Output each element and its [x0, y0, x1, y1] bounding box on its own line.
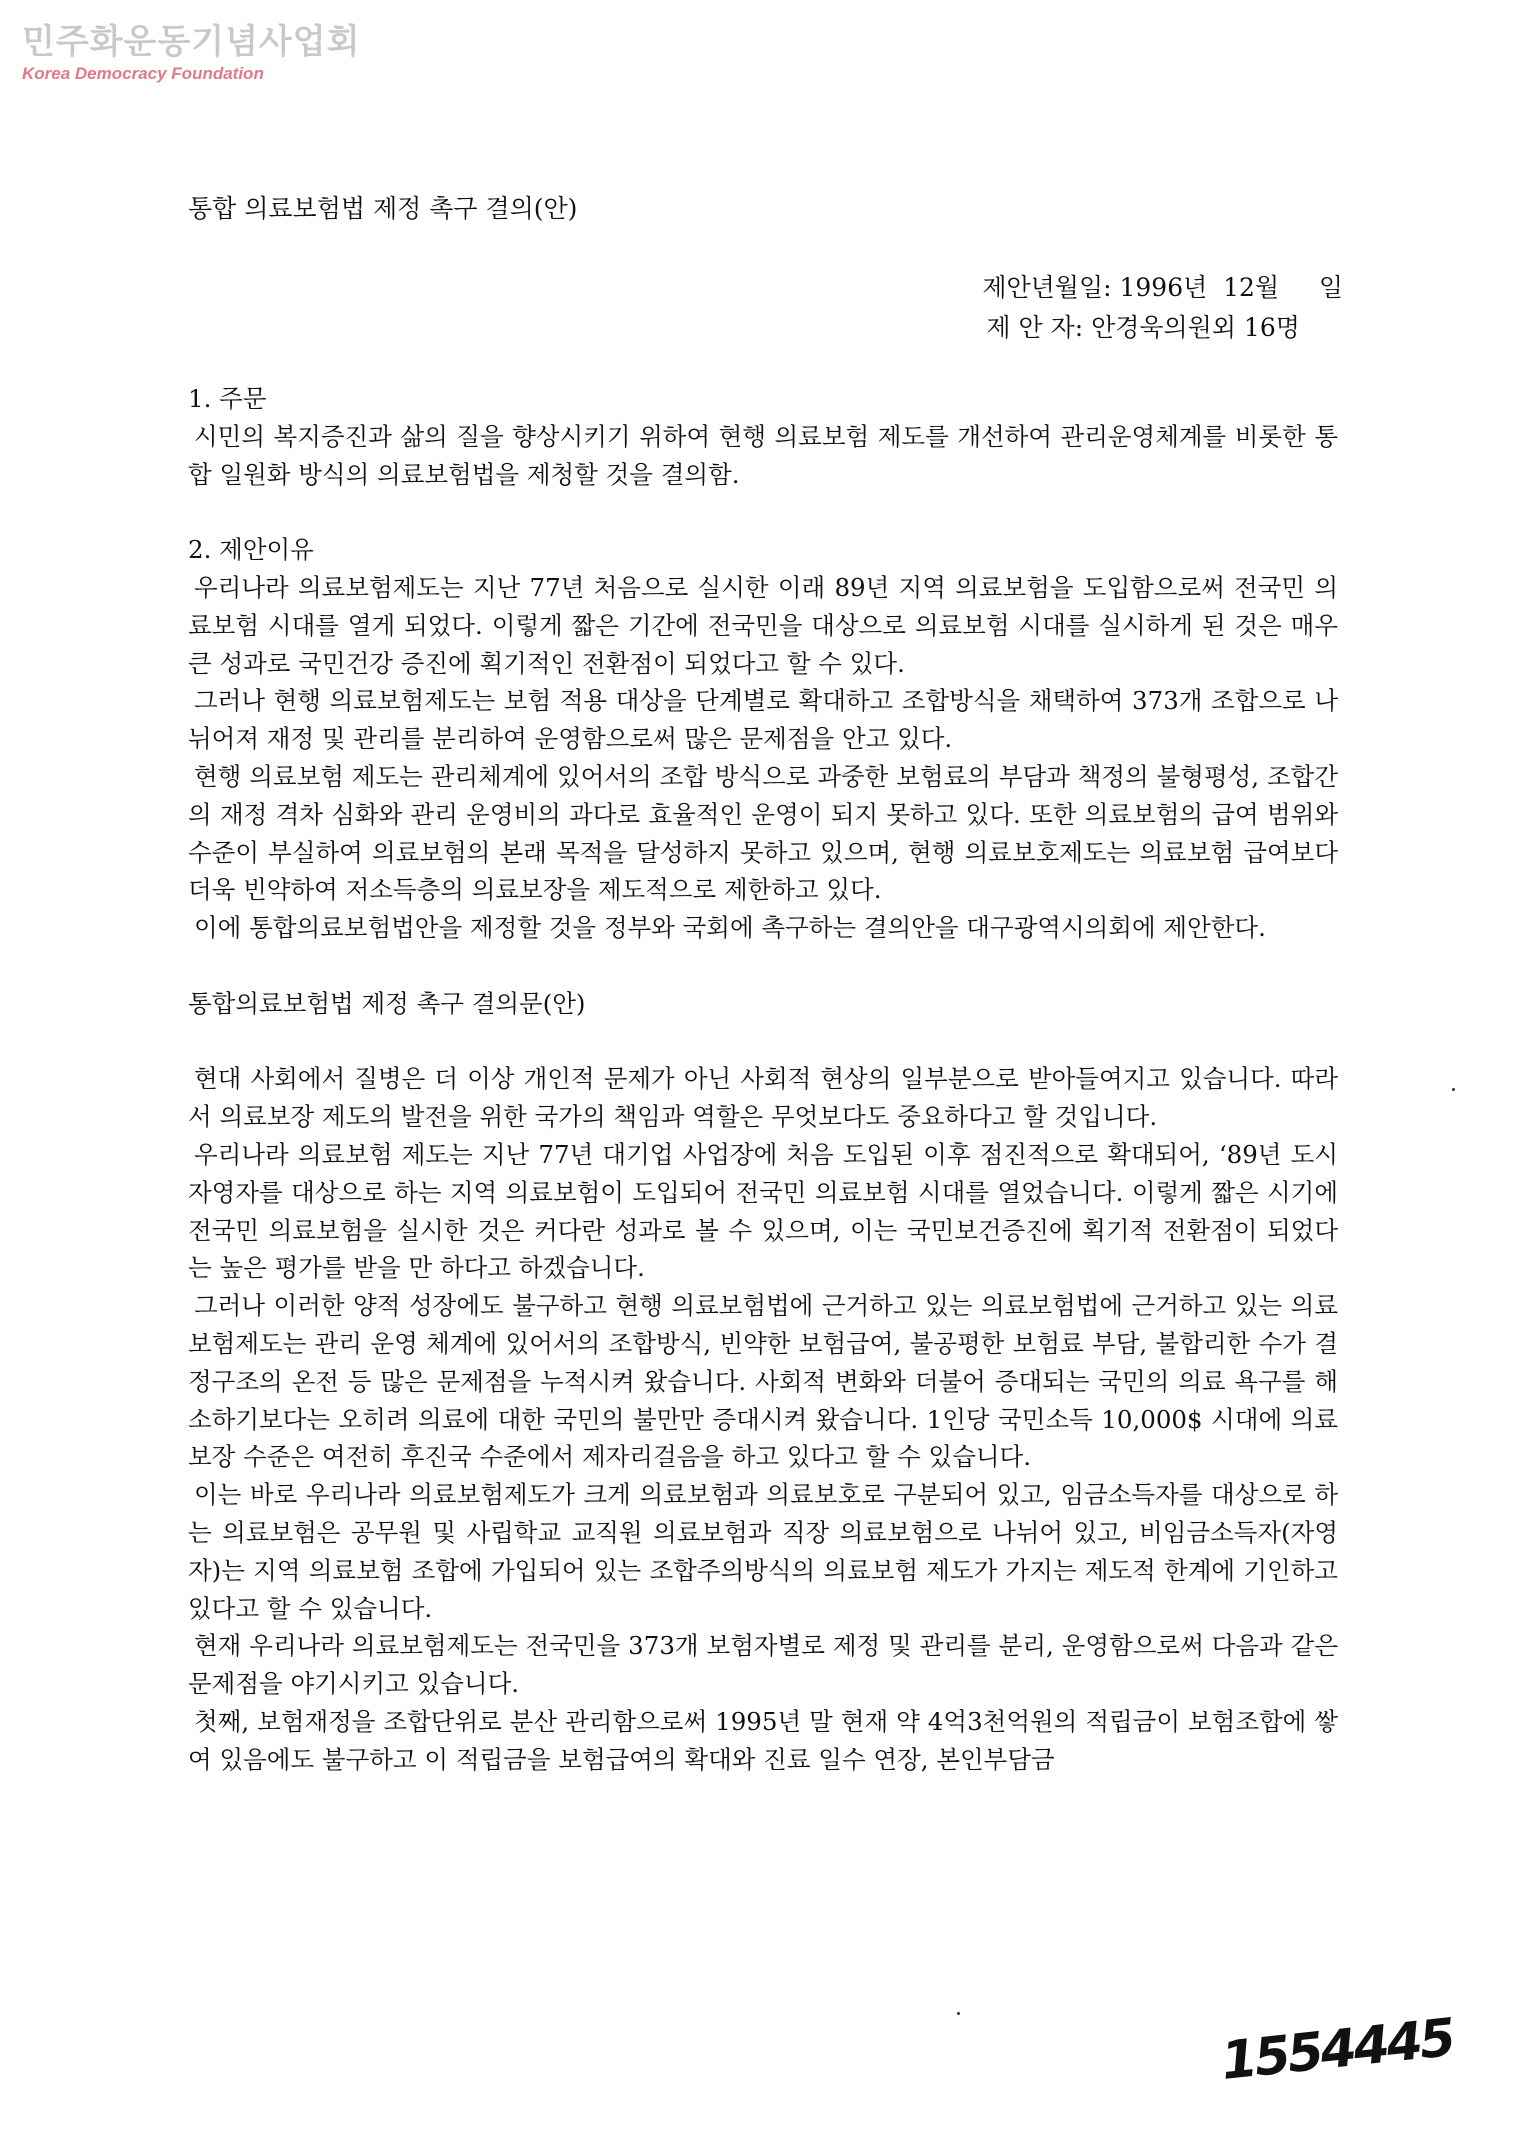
paragraph: 시민의 복지증진과 삶의 질을 향상시키기 위하여 현행 의료보험 제도를 개선하여 관리운영체계를 비롯한 통합 일원화 방식의 의료보험법을 제청할 것을 결의함. — [188, 421, 1338, 489]
scan-speck — [1452, 1088, 1455, 1091]
resolution-heading: 통합의료보험법 제정 촉구 결의문(안) — [188, 988, 586, 1018]
paragraph: 우리나라 의료보험제도는 지난 77년 처음으로 실시한 이래 89년 지역 의료보험을 도입함으로써 전국민 의료보험 시대를 열게 되었다. 이렇게 짧은 기간에 전국민을 대상으로 의료보험 시대를 실시하게 된 것은 매우 큰 성과로 국민건강 증진에 획기적인 전환점이 되었다고 할 수 있다. — [188, 572, 1338, 678]
document-title: 통합 의료보험법 제정 촉구 결의(안) — [188, 194, 578, 223]
paragraph: 그러나 이러한 양적 성장에도 불구하고 현행 의료보험법에 근거하고 있는 의료보험법에 근거하고 있는 의료보험제도는 관리 운영 체계에 있어서의 조합방식, 빈약한 보험급여, 불공평한 보험료 부담, 불합리한 수가 결정구조의 온전 등 많은 문제점을 누적시켜 왔습니다. 사회적 변화와 더불어 증대되는 국민의 의료 욕구를 해소하기보다는 오히려 의료에 대한 국민의 불만만 증대시켜 왔습니다. 1인당 국민소득 10,000$ 시대에 의료보장 수준은 여전히 후진국 수준에서 제자리걸음을 하고 있다고 할 수 있습니다. — [188, 1291, 1338, 1472]
paragraph: 현재 우리나라 의료보험제도는 전국민을 373개 보험자별로 제정 및 관리를 분리, 운영함으로써 다음과 같은 문제점을 야기시키고 있습니다. — [188, 1631, 1338, 1699]
paragraph: 이는 바로 우리나라 의료보험제도가 크게 의료보험과 의료보호로 구분되어 있고, 임금소득자를 대상으로 하는 의료보험은 공무원 및 사립학교 교직원 의료보험과 직장 의료보험으로 나뉘어 있고, 비임금소득자(자영자)는 지역 의료보험 조합에 가입되어 있는 조합주의방식의 의료보험 제도가 가지는 제도적 한계에 기인하고 있다고 할 수 있습니다. — [188, 1480, 1338, 1623]
proposer: 제 안 자: 안경욱의원외 16명 — [986, 313, 1300, 342]
proposal-meta — [982, 268, 1343, 348]
proposal-date: 제안년월일: 1996년 12월 일 — [982, 273, 1343, 302]
paragraph: 현대 사회에서 질병은 더 이상 개인적 문제가 아닌 사회적 현상의 일부분으로 받아들여지고 있습니다. 따라서 의료보장 제도의 발전을 위한 국가의 책임과 역할은 무엇보다도 중요하다고 할 것입니다. — [188, 1064, 1338, 1132]
paragraph: 그러나 현행 의료보험제도는 보험 적용 대상을 단계별로 확대하고 조합방식을 채택하여 373개 조합으로 나뉘어져 재정 및 관리를 분리하여 운영함으로써 많은 문제점을 안고 있다. — [188, 686, 1338, 754]
foundation-logo — [22, 22, 360, 84]
section-heading-order: 1. 주문 — [188, 384, 267, 413]
paragraph: 첫째, 보험재정을 조합단위로 분산 관리함으로써 1995년 말 현재 약 4억3천억원의 적립금이 보험조합에 쌓여 있음에도 불구하고 이 적립금을 보험급여의 확대와 진료 일수 연장, 본인부담금 — [188, 1706, 1338, 1774]
logo-korean-text: 민주화운동기념사업회 — [22, 22, 361, 62]
handwritten-page-number: 1554445 — [1218, 2008, 1456, 2092]
paragraph: 현행 의료보험 제도는 관리체계에 있어서의 조합 방식으로 과중한 보험료의 부담과 책정의 불형평성, 조합간의 재정 격차 심화와 관리 운영비의 과다로 효율적인 운영이 되지 못하고 있다. 또한 의료보험의 급여 범위와 수준이 부실하여 의료보험의 본래 목적을 달성하지 못하고 있으며, 현행 의료보호제도는 의료보험 급여보다 더욱 빈약하여 저소득층의 의료보장을 제도적으로 제한하고 있다. — [188, 761, 1338, 905]
section-heading-reason: 2. 제안이유 — [188, 535, 314, 565]
document-body — [188, 380, 1338, 1778]
paragraph: 이에 통합의료보험법안을 제정할 것을 정부와 국회에 촉구하는 결의안을 대구광역시의회에 제안한다. — [194, 913, 1266, 943]
scan-speck — [957, 2012, 960, 2015]
paragraph: 우리나라 의료보험 제도는 지난 77년 대기업 사업장에 처음 도입된 이후 점진적으로 확대되어, ‘89년 도시자영자를 대상으로 하는 지역 의료보험이 도입되어 전국민 의료보험 시대를 열었습니다. 이렇게 짧은 시기에 전국민 의료보험을 실시한 것은 커다란 성과로 볼 수 있으며, 이는 국민보건증진에 획기적 전환점이 되었다는 높은 평가를 받을 만 하다고 하겠습니다. — [188, 1139, 1338, 1283]
logo-english-text: Korea Democracy Foundation — [22, 64, 264, 83]
